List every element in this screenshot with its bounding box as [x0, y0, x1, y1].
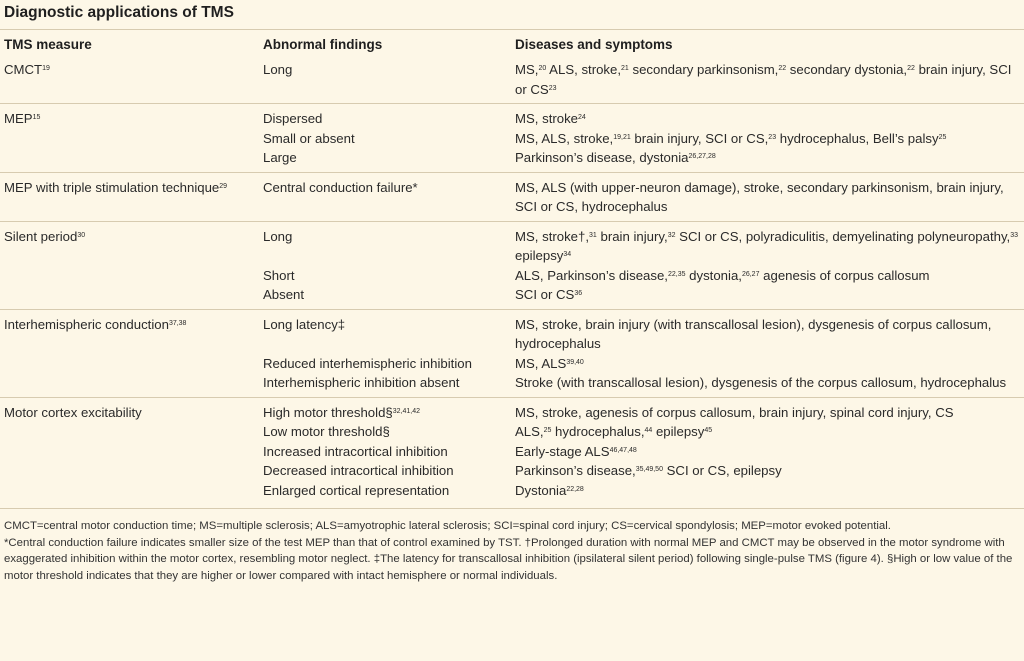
reference-superscript: 31: [589, 231, 597, 239]
table-row: [0, 397, 1024, 422]
reference-superscript: 24: [578, 114, 586, 121]
cell-text: Silent period: [4, 228, 78, 244]
cell-text: ALS,: [515, 424, 544, 439]
footnote-abbreviations: CMCT=central motor conduction time; MS=multiple sclerosis; ALS=amyotrophic lateral sclerosis; SCI=spinal cord injury; CS=cervical spondylosis; MEP=motor evoked potential.: [4, 520, 891, 532]
cell-diseases: [511, 266, 1024, 286]
reference-superscript: 23: [548, 84, 557, 92]
header-tms-measure: TMS measure: [4, 37, 92, 52]
cell-text: dystonia,: [685, 267, 742, 283]
cell-tms-measure: [0, 481, 259, 501]
cell-text: Increased intracortical inhibition: [263, 443, 448, 459]
cell-abnormal-finding: [259, 221, 511, 266]
table-row: [0, 285, 1024, 309]
cell-diseases: [511, 129, 1024, 149]
reference-superscript: 46,47,48: [609, 446, 637, 454]
cell-text: brain injury,: [596, 228, 668, 244]
table-row: [0, 422, 1024, 442]
reference-superscript: 32: [667, 231, 676, 239]
cell-text: MS, stroke: [515, 111, 579, 126]
cell-tms-measure: [0, 285, 259, 309]
cell-text: Parkinson’s disease,: [515, 463, 636, 478]
cell-text: High motor threshold§: [263, 404, 393, 420]
cell-text: Stroke (with transcallosal lesion), dysgenesis of the corpus callosum, hydrocephalus: [515, 375, 1007, 390]
cell-diseases: [511, 422, 1024, 442]
table-title: Diagnostic applications of TMS: [0, 0, 1024, 30]
cell-text: Large: [263, 150, 297, 165]
cell-abnormal-finding: [259, 266, 511, 286]
cell-text: Early-stage ALS: [515, 443, 610, 459]
cell-abnormal-finding: [259, 397, 511, 422]
cell-text: agenesis of corpus callosum: [759, 267, 930, 283]
cell-text: Interhemispheric conduction: [4, 316, 169, 332]
table-row: [0, 373, 1024, 397]
cell-diseases: [511, 481, 1024, 501]
reference-superscript: 30: [77, 231, 86, 239]
cell-text: Motor cortex excitability: [4, 404, 142, 420]
cell-text: Short: [263, 267, 295, 283]
cell-text: SCI or CS: [515, 287, 575, 302]
cell-tms-measure: [0, 422, 259, 442]
cell-tms-measure: [0, 55, 259, 104]
cell-tms-measure: [0, 148, 259, 172]
cell-text: epilepsy: [652, 424, 705, 439]
cell-tms-measure: [0, 266, 259, 286]
reference-superscript: 34: [563, 251, 572, 258]
cell-abnormal-finding: [259, 309, 511, 354]
cell-tms-measure: [0, 373, 259, 397]
reference-superscript: 37,38: [168, 319, 187, 327]
footnotes: [0, 508, 1024, 584]
cell-text: Small or absent: [263, 130, 355, 146]
cell-text: secondary parkinsonism,: [628, 62, 779, 77]
cell-text: MEP with triple stimulation technique: [4, 179, 220, 195]
reference-superscript: 35,49,50: [635, 466, 663, 473]
cell-abnormal-finding: [259, 104, 511, 129]
cell-tms-measure: [0, 129, 259, 149]
cell-abnormal-finding: [259, 481, 511, 501]
table-row: [0, 442, 1024, 462]
cell-text: MS, stroke, brain injury (with transcallosal lesion), dysgenesis of corpus callosum, hydrocephalus: [515, 316, 992, 351]
cell-text: Dystonia: [515, 482, 567, 498]
cell-abnormal-finding: [259, 129, 511, 149]
cell-diseases: [511, 104, 1024, 129]
reference-superscript: 32,41,42: [392, 407, 420, 415]
cell-abnormal-finding: [259, 172, 511, 221]
reference-superscript: 25: [938, 133, 947, 141]
cell-text: brain injury, SCI or CS: [515, 62, 1012, 97]
table-row: [0, 481, 1024, 501]
reference-superscript: 29: [219, 182, 228, 190]
cell-text: MS, stroke, agenesis of corpus callosum, brain injury, spinal cord injury, CS: [515, 404, 954, 420]
reference-superscript: 36: [574, 290, 583, 297]
cell-text: CMCT: [4, 62, 43, 77]
cell-text: Reduced interhemispheric inhibition: [263, 355, 472, 371]
cell-tms-measure: [0, 397, 259, 422]
cell-text: Long latency‡: [263, 316, 346, 332]
cell-text: Parkinson’s disease, dystonia: [515, 150, 689, 165]
cell-text: SCI or CS, epilepsy: [662, 463, 782, 478]
reference-superscript: 23: [768, 133, 777, 141]
diagnostic-table: [0, 30, 1024, 500]
cell-text: Absent: [263, 287, 305, 302]
cell-text: Central conduction failure*: [263, 179, 418, 195]
cell-abnormal-finding: [259, 148, 511, 172]
cell-diseases: [511, 148, 1024, 172]
cell-abnormal-finding: [259, 55, 511, 104]
table-row: [0, 461, 1024, 481]
header-row: [0, 30, 1024, 55]
cell-diseases: [511, 309, 1024, 354]
cell-diseases: [511, 221, 1024, 266]
reference-superscript: 39,40: [566, 358, 584, 366]
table-body: [0, 55, 1024, 500]
cell-tms-measure: [0, 221, 259, 266]
reference-superscript: 33: [1010, 231, 1019, 239]
reference-superscript: 44: [644, 427, 653, 434]
cell-abnormal-finding: [259, 442, 511, 462]
cell-abnormal-finding: [259, 373, 511, 397]
cell-diseases: [511, 397, 1024, 422]
cell-tms-measure: [0, 309, 259, 354]
cell-text: hydrocephalus,: [551, 424, 645, 439]
header-abnormal-findings: Abnormal findings: [263, 37, 383, 52]
cell-text: MS,: [515, 62, 539, 77]
reference-superscript: 26,27: [741, 270, 760, 278]
reference-superscript: 21: [621, 65, 629, 72]
cell-text: hydrocephalus, Bell’s palsy: [776, 130, 939, 146]
cell-text: ALS, stroke,: [546, 62, 622, 77]
table-row: [0, 129, 1024, 149]
cell-diseases: [511, 461, 1024, 481]
reference-superscript: 22: [778, 65, 787, 72]
cell-text: brain injury, SCI or CS,: [630, 130, 769, 146]
cell-text: Enlarged cortical representation: [263, 482, 450, 498]
cell-diseases: [511, 373, 1024, 397]
cell-diseases: [511, 172, 1024, 221]
table-row: [0, 266, 1024, 286]
cell-text: Low motor threshold§: [263, 424, 390, 439]
cell-text: Interhemispheric inhibition absent: [263, 375, 460, 390]
reference-superscript: 22: [907, 65, 915, 72]
cell-text: MS, ALS: [515, 355, 567, 371]
cell-tms-measure: [0, 461, 259, 481]
table-row: [0, 55, 1024, 104]
reference-superscript: 25: [543, 427, 552, 434]
reference-superscript: 45: [704, 427, 713, 434]
cell-abnormal-finding: [259, 422, 511, 442]
cell-text: SCI or CS, polyradiculitis, demyelinating polyneuropathy,: [675, 228, 1011, 244]
cell-text: secondary dystonia,: [786, 62, 908, 77]
table-row: [0, 104, 1024, 129]
cell-text: Long: [263, 228, 293, 244]
reference-superscript: 22,35: [667, 270, 686, 278]
cell-diseases: [511, 442, 1024, 462]
cell-abnormal-finding: [259, 461, 511, 481]
reference-superscript: 15: [32, 114, 41, 121]
cell-abnormal-finding: [259, 354, 511, 374]
reference-superscript: 19: [42, 65, 50, 72]
cell-tms-measure: [0, 442, 259, 462]
table-row: [0, 221, 1024, 266]
cell-diseases: [511, 354, 1024, 374]
cell-text: MS, ALS, stroke,: [515, 130, 614, 146]
table-row: [0, 309, 1024, 354]
reference-superscript: 22,28: [566, 485, 584, 493]
cell-text: Long: [263, 62, 293, 77]
cell-text: MS, ALS (with upper-neuron damage), stroke, secondary parkinsonism, brain injury, SCI or CS, hydrocephalus: [515, 179, 1004, 214]
header-diseases-symptoms: Diseases and symptoms: [515, 37, 673, 52]
cell-text: MEP: [4, 111, 33, 126]
table-row: [0, 148, 1024, 172]
reference-superscript: 19,21: [613, 133, 631, 141]
cell-diseases: [511, 55, 1024, 104]
table-row: [0, 172, 1024, 221]
cell-abnormal-finding: [259, 285, 511, 309]
cell-text: Decreased intracortical inhibition: [263, 463, 454, 478]
cell-text: epilepsy: [515, 248, 564, 263]
cell-text: Dispersed: [263, 111, 323, 126]
cell-text: ALS, Parkinson’s disease,: [515, 267, 668, 283]
footnote-symbols: *Central conduction failure indicates smaller size of the test MEP than that of control examined by TST. †Prolonged duration with normal MEP and CMCT may be observed in the motor syndrome with exaggerated inhibition within the motor cortex, resembling motor neglect. ‡The latency for transcallosal inhibition (ipsilateral silent period) following single-pulse TMS (figure 4). §High or low value of the motor threshold indicates that they are higher or lower compared with intact hemisphere or normal individuals.: [4, 536, 1013, 582]
cell-diseases: [511, 285, 1024, 309]
reference-superscript: 26,27,28: [688, 153, 716, 160]
cell-tms-measure: [0, 354, 259, 374]
reference-superscript: 20: [538, 65, 547, 72]
cell-text: MS, stroke†,: [515, 228, 590, 244]
cell-tms-measure: [0, 172, 259, 221]
cell-tms-measure: [0, 104, 259, 129]
table-row: [0, 354, 1024, 374]
